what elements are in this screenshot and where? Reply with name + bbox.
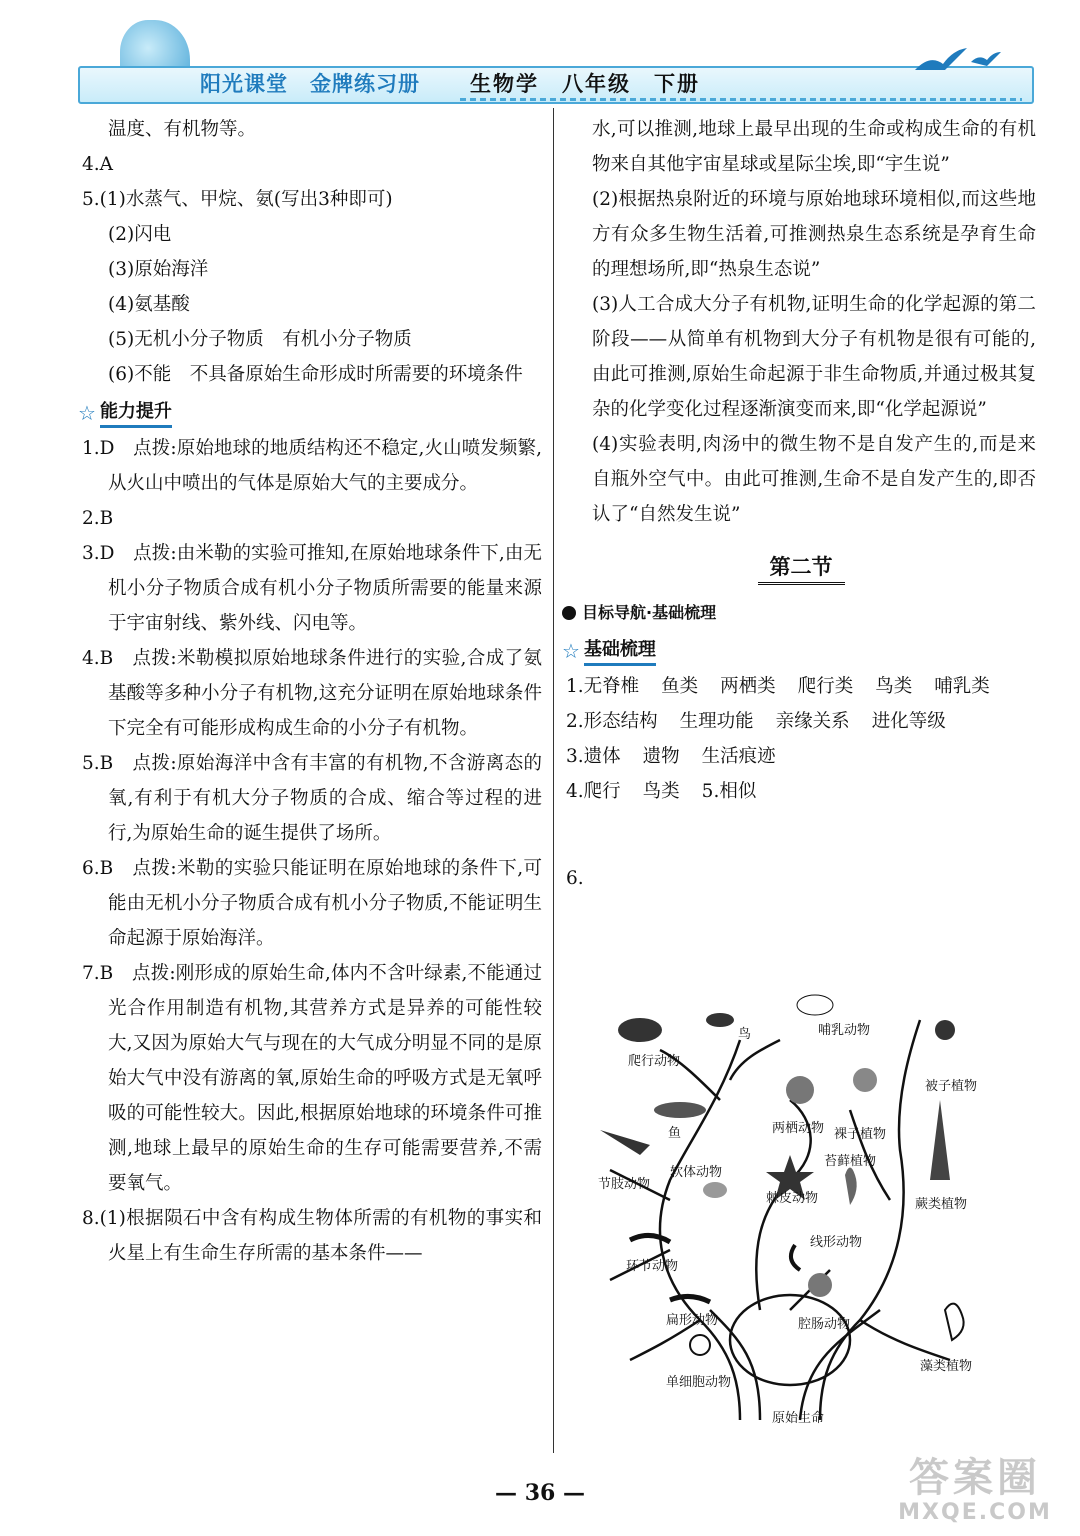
algae-icon <box>945 1304 964 1340</box>
fern-icon <box>930 1100 950 1180</box>
grasshopper-icon <box>600 1130 650 1155</box>
answer-paragraph: 4.B 点拨:米勒模拟原始地球条件进行的实验,合成了氨基酸等多种小分子有机物,这充分证明在原始地球条件下完全有可能形成构成生命的小分子有机物。 <box>82 648 542 739</box>
guide-icon <box>562 606 576 620</box>
basics-row <box>566 774 1036 809</box>
fish-icon <box>654 1102 706 1118</box>
basics-answer: 哺乳类 <box>934 676 990 697</box>
turtle-icon <box>618 1018 662 1042</box>
right-column <box>562 112 1036 896</box>
answer-paragraph: 6.B 点拨:米勒的实验只能证明在原始地球的条件下,可能由无机小分子物质合成有机小分子物质,不能证明生命起源于原始海洋。 <box>82 858 542 949</box>
label-nematode: 线形动物 <box>810 1235 863 1250</box>
label-moss: 苔藓植物 <box>824 1154 877 1169</box>
basics-answer: 1.无脊椎 <box>566 676 640 697</box>
answer-paragraph: 5.(1)水蒸气、甲烷、氨(写出3种即可) <box>82 189 393 210</box>
basics-answer: 鸟类 <box>875 676 913 697</box>
basics-answer: 5.相似 <box>701 781 757 802</box>
answer-paragraph: (2)闪电 <box>108 224 172 245</box>
answer-paragraph: 4.A <box>82 154 114 175</box>
label-amphibian: 两栖动物 <box>772 1121 825 1136</box>
basics-answer: 鱼类 <box>661 676 699 697</box>
guide-heading: 目标导航·基础梳理 <box>562 595 1036 630</box>
label-reptile: 爬行动物 <box>628 1054 681 1069</box>
label-angiosperm: 被子植物 <box>925 1079 978 1094</box>
basics-row <box>566 704 1036 739</box>
page-number: — 36 — <box>495 1480 585 1506</box>
gymnosperm-icon <box>853 1068 877 1092</box>
column-divider <box>553 108 554 1453</box>
answer-paragraph: (4)实验表明,肉汤中的微生物不是自发产生的,而是来自瓶外空气中。由此可推测,生命不是自发产生的,即否认了“自然发生说” <box>592 434 1036 525</box>
moss-icon <box>845 1168 857 1206</box>
rabbit-icon <box>797 995 833 1015</box>
left-column <box>78 112 542 1271</box>
answer-paragraph: (3)人工合成大分子有机物,证明生命的化学起源的第二阶段——从简单有机物到大分子有机物是很有可能的,由此可推测,原始生命起源于非生命物质,并通过极其复杂的化学变化过程逐渐演变而来,即“化学起源说” <box>592 294 1036 420</box>
question-6-number: 6. <box>566 868 584 889</box>
basics-answer: 进化等级 <box>871 711 946 732</box>
label-fern: 蕨类植物 <box>915 1197 968 1212</box>
label-annelid: 环节动物 <box>626 1259 679 1274</box>
label-gymnosperm: 裸子植物 <box>834 1127 887 1142</box>
star-icon: ☆ <box>78 401 96 425</box>
evolution-tree-diagram <box>590 980 1010 1435</box>
basics-answer: 遗物 <box>642 746 680 767</box>
section-title: 第二节 <box>566 550 1036 585</box>
star-icon: ☆ <box>562 639 580 663</box>
answer-paragraph: 8.(1)根据陨石中含有构成生物体所需的有机物的事实和火星上有生命生存所需的基本条件—— <box>82 1208 542 1264</box>
answer-paragraph: 3.D 点拨:由米勒的实验可推知,在原始地球条件下,由无机小分子物质合成有机小分子物质所需要的能量来源于宇宙射线、紫外线、闪电等。 <box>82 543 542 634</box>
roundworm-icon <box>791 1245 800 1270</box>
basics-answer: 生理功能 <box>679 711 754 732</box>
label-mollusk: 软体动物 <box>670 1165 723 1180</box>
answer-paragraph: (5)无机小分子物质 有机小分子物质 <box>108 329 412 350</box>
answer-paragraph: 1.D 点拨:原始地球的地质结构还不稳定,火山喷发频繁,从火山中喷出的气体是原始大气的主要成分。 <box>82 438 542 494</box>
answer-paragraph: 7.B 点拨:刚形成的原始生命,体内不含叶绿素,不能通过光合作用制造有机物,其营养方式是异养的可能性较大,又因为原始大气与现在的大气成分明显不同的是原始大气中没有游离的氧,原始生命的呼吸方式是无氧呼吸的可能性较大。因此,根据原始地球的环境条件可推测,地球上最早的原始生命的生存可能需要营养,不需要氧气。 <box>82 963 542 1194</box>
shell-icon <box>703 1182 727 1198</box>
earthworm-icon <box>630 1235 670 1242</box>
frog-icon <box>786 1076 814 1104</box>
label-fish: 鱼 <box>668 1126 682 1141</box>
label-protozoa: 单细胞动物 <box>666 1375 732 1390</box>
bird-icon <box>706 1013 734 1027</box>
answer-paragraph: (2)根据热泉附近的环境与原始地球环境相似,而这些地方有众多生物生活着,可推测热泉生态系统是孕育生命的理想场所,即“热泉生态说” <box>592 189 1036 280</box>
basics-answer: 爬行类 <box>797 676 854 697</box>
subject-title: 生物学 八年级 下册 <box>470 72 700 96</box>
label-echinoderm: 棘皮动物 <box>766 1191 819 1206</box>
label-arthropod: 节肢动物 <box>598 1177 651 1192</box>
basics-heading: ☆ 基础梳理 <box>562 634 1036 669</box>
flower-icon <box>935 1020 955 1040</box>
basics-row <box>566 669 1036 704</box>
basics-answer: 2.形态结构 <box>566 711 658 732</box>
series-title: 阳光课堂 金牌练习册 <box>200 72 420 96</box>
basics-answer: 生活痕迹 <box>701 746 776 767</box>
section-heading: ☆ 能力提升 <box>78 396 542 431</box>
basics-answer: 3.遗体 <box>566 746 621 767</box>
answer-paragraph: 水,可以推测,地球上最早出现的生命或构成生命的有机物来自其他宇宙星球或星际尘埃,即“宇生说” <box>592 119 1036 175</box>
basics-answer: 亲缘关系 <box>775 711 850 732</box>
label-flatworm: 扁形动物 <box>666 1313 719 1328</box>
basics-answer: 4.爬行 <box>566 781 621 802</box>
label-cnidarian: 腔肠动物 <box>798 1317 851 1332</box>
label-bird: 鸟 <box>738 1027 752 1042</box>
basics-answers <box>566 669 1036 809</box>
answer-paragraph: 5.B 点拨:原始海洋中含有丰富的有机物,不含游离态的氧,有利于有机大分子物质的合成、缩合等过程的进行,为原始生命的诞生提供了场所。 <box>82 753 542 844</box>
answer-paragraph: (3)原始海洋 <box>108 259 209 280</box>
basics-answer: 鸟类 <box>642 781 680 802</box>
label-algae: 藻类植物 <box>920 1359 973 1374</box>
answer-paragraph: (4)氨基酸 <box>108 294 190 315</box>
birds-icon <box>905 40 1015 80</box>
hydra-icon <box>808 1273 832 1297</box>
label-origin: 原始生命 <box>772 1411 825 1426</box>
watermark: 答案圈 MXQE.COM <box>898 1455 1052 1525</box>
label-mammal: 哺乳动物 <box>818 1023 871 1038</box>
basics-answer: 两栖类 <box>720 676 776 697</box>
answer-paragraph: (6)不能 不具备原始生命形成时所需要的环境条件 <box>108 364 523 385</box>
protozoa-icon <box>690 1335 710 1355</box>
basics-row <box>566 739 1036 774</box>
answer-paragraph: 温度、有机物等。 <box>108 119 257 140</box>
flatworm-icon <box>670 1296 710 1302</box>
answer-paragraph: 2.B <box>82 508 114 529</box>
